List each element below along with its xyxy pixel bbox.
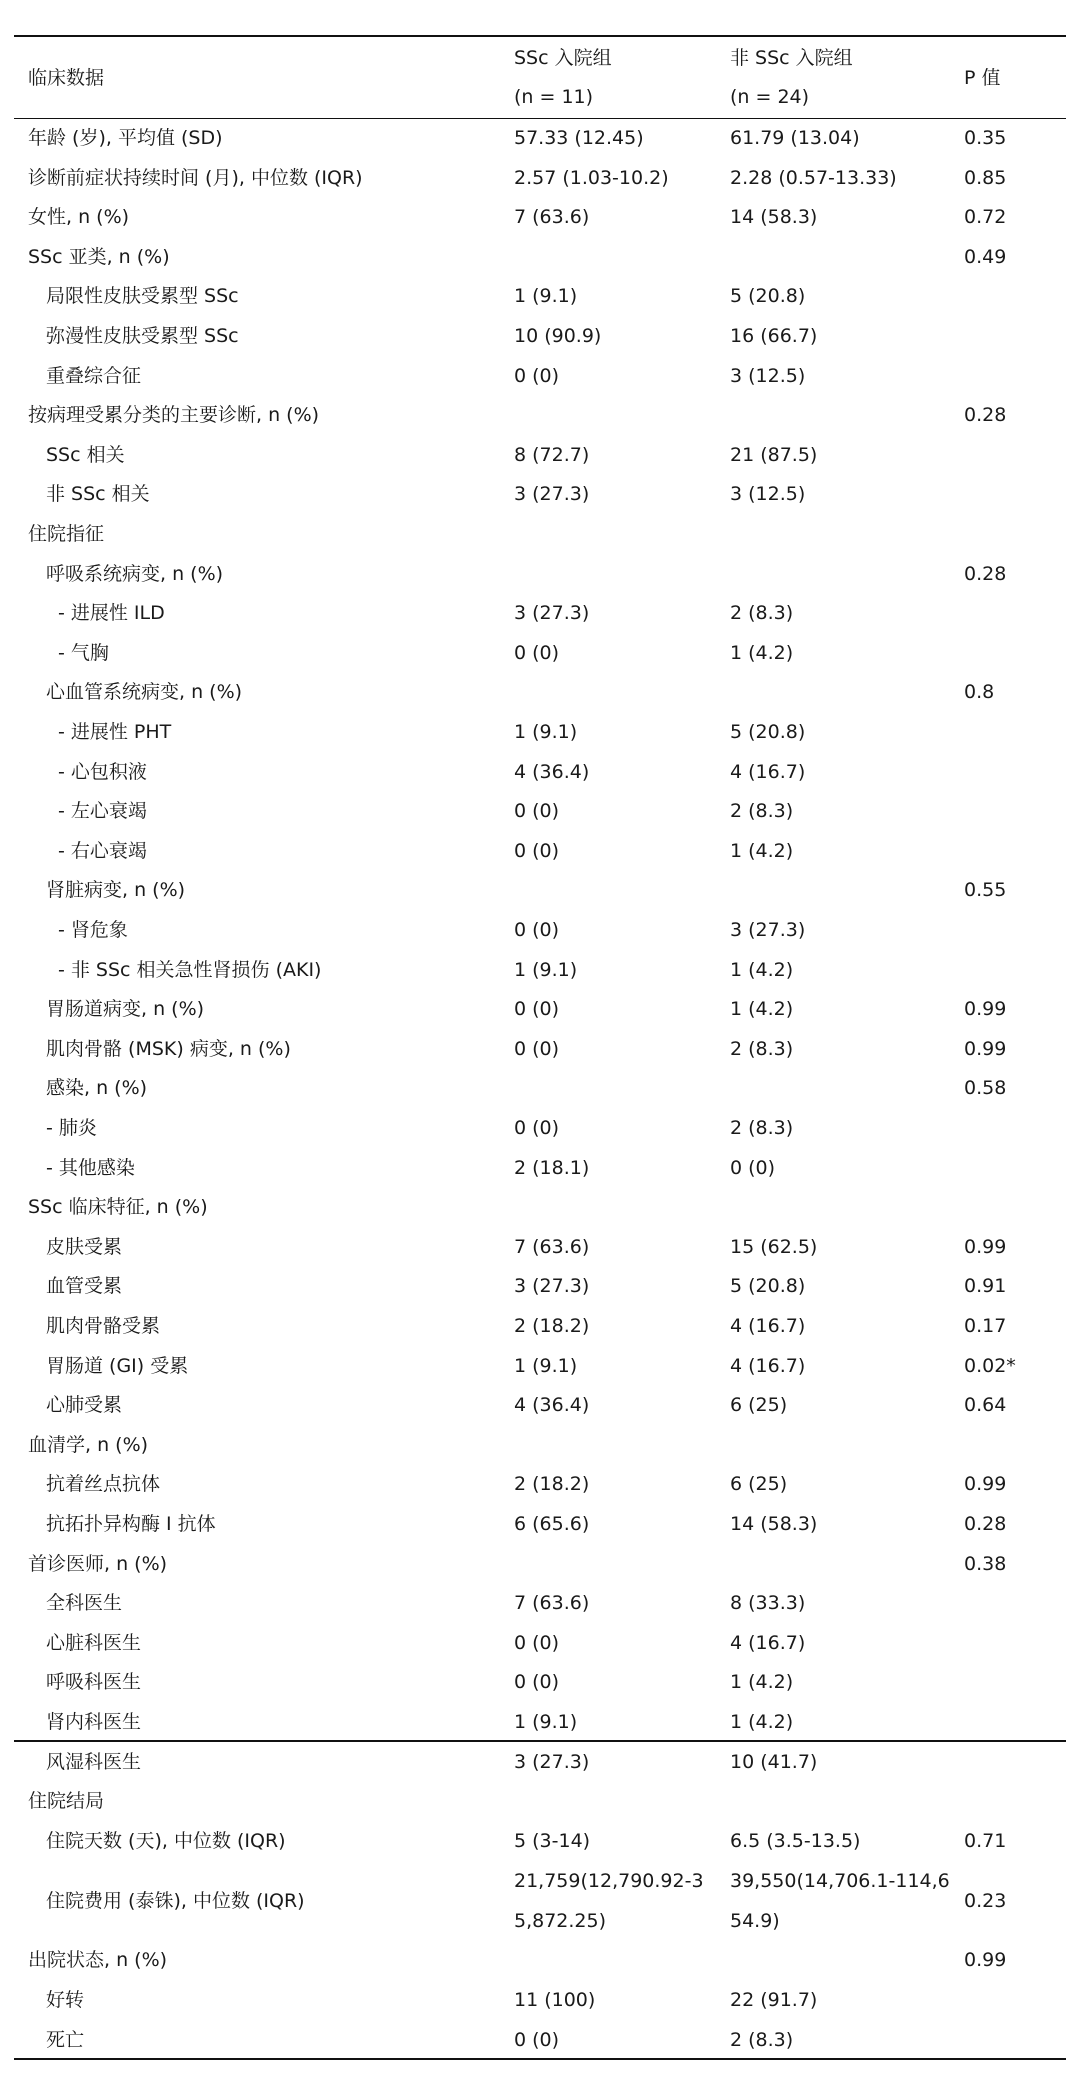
table-row xyxy=(0,673,1080,712)
non-ssc-group-value: 2 (8.3) xyxy=(730,800,794,822)
row-label: 首诊医师, n (%) xyxy=(28,1553,168,1575)
ssc-group-value: 3 (27.3) xyxy=(514,1275,590,1297)
row-label: 肌肉骨骼 (MSK) 病变, n (%) xyxy=(46,1038,291,1060)
table-row xyxy=(0,396,1080,435)
table-row xyxy=(0,832,1080,871)
row-label: 心脏科医生 xyxy=(46,1632,142,1654)
row-label: 女性, n (%) xyxy=(28,206,130,228)
table-row xyxy=(0,277,1080,316)
table-row xyxy=(0,198,1080,237)
non-ssc-group-value: 3 (12.5) xyxy=(730,365,806,387)
p-value: 0.35 xyxy=(964,127,1007,149)
ssc-group-value: 1 (9.1) xyxy=(514,1355,578,1377)
table-row xyxy=(0,1426,1080,1465)
row-label: - 气胸 xyxy=(58,642,109,664)
row-label: 住院指征 xyxy=(28,523,105,545)
non-ssc-group-value: 1 (4.2) xyxy=(730,840,794,862)
ssc-group-value: 4 (36.4) xyxy=(514,761,590,783)
ssc-group-value: 7 (63.6) xyxy=(514,1592,590,1614)
row-label: 按病理受累分类的主要诊断, n (%) xyxy=(28,404,320,426)
table-row xyxy=(0,515,1080,554)
non-ssc-group-value: 1 (4.2) xyxy=(730,998,794,1020)
ssc-group-value: 0 (0) xyxy=(514,1671,560,1693)
ssc-group-value: 8 (72.7) xyxy=(514,444,590,466)
table-row xyxy=(0,357,1080,396)
non-ssc-group-value: 2.28 (0.57-13.33) xyxy=(730,167,897,189)
header-group2-n: (n = 24) xyxy=(730,86,810,108)
p-value: 0.85 xyxy=(964,167,1007,189)
p-value: 0.99 xyxy=(964,998,1007,1020)
header-group1-n: (n = 11) xyxy=(514,86,594,108)
non-ssc-group-value: 5 (20.8) xyxy=(730,721,806,743)
ssc-group-value: 3 (27.3) xyxy=(514,1751,590,1773)
ssc-group-value: 57.33 (12.45) xyxy=(514,127,644,149)
table-header xyxy=(0,38,1080,118)
table-row xyxy=(0,436,1080,475)
row-label: SSc 亚类, n (%) xyxy=(28,246,170,268)
ssc-group-value: 3 (27.3) xyxy=(514,483,590,505)
table-row xyxy=(0,1505,1080,1544)
table-row xyxy=(0,1386,1080,1425)
row-label: 弥漫性皮肤受累型 SSc xyxy=(46,325,239,347)
table-row xyxy=(0,1267,1080,1306)
ssc-group-value: 0 (0) xyxy=(514,642,560,664)
p-value: 0.49 xyxy=(964,246,1007,268)
table-row xyxy=(0,1624,1080,1663)
table-row xyxy=(0,555,1080,594)
table-row xyxy=(0,1347,1080,1386)
non-ssc-group-value: 16 (66.7) xyxy=(730,325,818,347)
row-label: 呼吸系统病变, n (%) xyxy=(46,563,224,585)
table-row xyxy=(0,1228,1080,1267)
p-value: 0.99 xyxy=(964,1236,1007,1258)
table-row xyxy=(0,317,1080,356)
table-row xyxy=(0,594,1080,633)
row-label: 出院状态, n (%) xyxy=(28,1949,168,1971)
table-row xyxy=(0,951,1080,990)
table-row xyxy=(0,1861,1080,1941)
row-label: 死亡 xyxy=(46,2029,85,2051)
non-ssc-group-value: 3 (12.5) xyxy=(730,483,806,505)
ssc-group-value: 0 (0) xyxy=(514,1038,560,1060)
p-value: 0.99 xyxy=(964,1473,1007,1495)
row-label: 好转 xyxy=(46,1989,85,2011)
non-ssc-group-value: 2 (8.3) xyxy=(730,602,794,624)
non-ssc-group-value: 0 (0) xyxy=(730,1157,776,1179)
table-row xyxy=(0,1465,1080,1504)
ssc-group-value: 1 (9.1) xyxy=(514,285,578,307)
non-ssc-group-value: 6 (25) xyxy=(730,1394,788,1416)
value-line: 5,872.25) xyxy=(514,1910,607,1932)
non-ssc-group-value: 21 (87.5) xyxy=(730,444,818,466)
table-row xyxy=(0,1030,1080,1069)
row-label: - 其他感染 xyxy=(46,1157,135,1179)
non-ssc-group-value: 1 (4.2) xyxy=(730,959,794,981)
table-row xyxy=(0,1069,1080,1108)
table-row xyxy=(0,911,1080,950)
p-value: 0.72 xyxy=(964,206,1007,228)
row-label: 血清学, n (%) xyxy=(28,1434,149,1456)
ssc-group-value: 10 (90.9) xyxy=(514,325,602,347)
non-ssc-group-value xyxy=(730,1861,950,1941)
row-label: 胃肠道 (GI) 受累 xyxy=(46,1355,189,1377)
value-line: 54.9) xyxy=(730,1910,780,1932)
row-label: - 进展性 ILD xyxy=(58,602,165,624)
table-row xyxy=(0,1584,1080,1623)
row-label: 重叠综合征 xyxy=(46,365,142,387)
table-row xyxy=(0,159,1080,198)
table-bottom-rule xyxy=(14,2058,1066,2060)
table-row xyxy=(0,1545,1080,1584)
row-label: 肌肉骨骼受累 xyxy=(46,1315,161,1337)
table-row xyxy=(0,1149,1080,1188)
row-label: - 左心衰竭 xyxy=(58,800,147,822)
row-label: 肾内科医生 xyxy=(46,1711,142,1733)
ssc-group-value: 7 (63.6) xyxy=(514,1236,590,1258)
header-p-value: P 值 xyxy=(964,67,1001,89)
row-label: SSc 临床特征, n (%) xyxy=(28,1196,208,1218)
ssc-group-value: 0 (0) xyxy=(514,1117,560,1139)
value-line: 39,550(14,706.1-114,6 xyxy=(730,1870,950,1892)
p-value: 0.8 xyxy=(964,681,995,703)
row-label: 非 SSc 相关 xyxy=(46,483,150,505)
p-value: 0.28 xyxy=(964,404,1007,426)
table-row xyxy=(0,1703,1080,1742)
ssc-group-value: 2 (18.2) xyxy=(514,1315,590,1337)
table-row xyxy=(0,1109,1080,1148)
non-ssc-group-value: 6.5 (3.5-13.5) xyxy=(730,1830,861,1852)
row-label: 呼吸科医生 xyxy=(46,1671,142,1693)
table-row xyxy=(0,2021,1080,2060)
p-value: 0.71 xyxy=(964,1830,1007,1852)
ssc-group-value: 1 (9.1) xyxy=(514,721,578,743)
row-label: - 心包积液 xyxy=(58,761,147,783)
table-row xyxy=(0,1822,1080,1861)
p-value: 0.28 xyxy=(964,1513,1007,1535)
non-ssc-group-value: 1 (4.2) xyxy=(730,1711,794,1733)
non-ssc-group-value: 22 (91.7) xyxy=(730,1989,818,2011)
page-break-rule xyxy=(14,1740,1066,1742)
ssc-group-value: 0 (0) xyxy=(514,998,560,1020)
non-ssc-group-value: 4 (16.7) xyxy=(730,761,806,783)
non-ssc-group-value: 2 (8.3) xyxy=(730,1038,794,1060)
ssc-group-value: 1 (9.1) xyxy=(514,1711,578,1733)
p-value: 0.55 xyxy=(964,879,1007,901)
ssc-group-value: 2.57 (1.03-10.2) xyxy=(514,167,669,189)
ssc-group-value: 0 (0) xyxy=(514,919,560,941)
non-ssc-group-value: 4 (16.7) xyxy=(730,1632,806,1654)
non-ssc-group-value: 15 (62.5) xyxy=(730,1236,818,1258)
table-row xyxy=(0,475,1080,514)
table-row xyxy=(0,1981,1080,2020)
table-row xyxy=(0,1743,1080,1782)
non-ssc-group-value: 6 (25) xyxy=(730,1473,788,1495)
ssc-group-value: 4 (36.4) xyxy=(514,1394,590,1416)
table-row xyxy=(0,713,1080,752)
ssc-group-value: 0 (0) xyxy=(514,2029,560,2051)
non-ssc-group-value: 4 (16.7) xyxy=(730,1355,806,1377)
non-ssc-group-value: 14 (58.3) xyxy=(730,206,818,228)
row-label: 年龄 (岁), 平均值 (SD) xyxy=(28,127,223,149)
table-row xyxy=(0,634,1080,673)
table-row xyxy=(0,1663,1080,1702)
row-label: 住院天数 (天), 中位数 (IQR) xyxy=(46,1830,286,1852)
non-ssc-group-value: 4 (16.7) xyxy=(730,1315,806,1337)
table-row xyxy=(0,990,1080,1029)
p-value: 0.02* xyxy=(964,1355,1016,1377)
table-row xyxy=(0,792,1080,831)
value-line: 21,759(12,790.92-3 xyxy=(514,1870,704,1892)
row-label: 住院费用 (泰铢), 中位数 (IQR) xyxy=(46,1890,305,1912)
ssc-group-value xyxy=(514,1861,704,1941)
row-label: 诊断前症状持续时间 (月), 中位数 (IQR) xyxy=(28,167,363,189)
non-ssc-group-value: 61.79 (13.04) xyxy=(730,127,860,149)
row-label: - 肾危象 xyxy=(58,919,128,941)
ssc-group-value: 1 (9.1) xyxy=(514,959,578,981)
table-row xyxy=(0,1188,1080,1227)
non-ssc-group-value: 5 (20.8) xyxy=(730,285,806,307)
row-label: 抗着丝点抗体 xyxy=(46,1473,161,1495)
non-ssc-group-value: 3 (27.3) xyxy=(730,919,806,941)
p-value: 0.38 xyxy=(964,1553,1007,1575)
p-value: 0.91 xyxy=(964,1275,1007,1297)
non-ssc-group-value: 2 (8.3) xyxy=(730,2029,794,2051)
non-ssc-group-value: 8 (33.3) xyxy=(730,1592,806,1614)
row-label: - 肺炎 xyxy=(46,1117,97,1139)
row-label: 抗拓扑异构酶 I 抗体 xyxy=(46,1513,216,1535)
row-label: 肾脏病变, n (%) xyxy=(46,879,186,901)
p-value: 0.17 xyxy=(964,1315,1007,1337)
row-label: 血管受累 xyxy=(46,1275,123,1297)
non-ssc-group-value: 5 (20.8) xyxy=(730,1275,806,1297)
table-row xyxy=(0,1941,1080,1980)
non-ssc-group-value: 1 (4.2) xyxy=(730,1671,794,1693)
header-group1-name: SSc 入院组 xyxy=(514,47,612,69)
ssc-group-value: 5 (3-14) xyxy=(514,1830,591,1852)
row-label: 感染, n (%) xyxy=(46,1077,148,1099)
row-label: 心血管系统病变, n (%) xyxy=(46,681,243,703)
table-row xyxy=(0,238,1080,277)
row-label: 心肺受累 xyxy=(46,1394,123,1416)
ssc-group-value: 7 (63.6) xyxy=(514,206,590,228)
ssc-group-value: 2 (18.1) xyxy=(514,1157,590,1179)
p-value: 0.99 xyxy=(964,1949,1007,1971)
row-label: 局限性皮肤受累型 SSc xyxy=(46,285,239,307)
p-value: 0.64 xyxy=(964,1394,1007,1416)
row-label: - 右心衰竭 xyxy=(58,840,147,862)
table-row xyxy=(0,1782,1080,1821)
table-top-rule xyxy=(14,35,1066,37)
non-ssc-group-value: 1 (4.2) xyxy=(730,642,794,664)
p-value: 0.23 xyxy=(964,1890,1007,1912)
p-value: 0.99 xyxy=(964,1038,1007,1060)
row-label: 皮肤受累 xyxy=(46,1236,123,1258)
row-label: 胃肠道病变, n (%) xyxy=(46,998,205,1020)
p-value: 0.28 xyxy=(964,563,1007,585)
header-group2-name: 非 SSc 入院组 xyxy=(730,47,853,69)
table-row xyxy=(0,1307,1080,1346)
ssc-group-value: 0 (0) xyxy=(514,800,560,822)
ssc-group-value: 0 (0) xyxy=(514,365,560,387)
ssc-group-value: 0 (0) xyxy=(514,840,560,862)
ssc-group-value: 3 (27.3) xyxy=(514,602,590,624)
ssc-group-value: 0 (0) xyxy=(514,1632,560,1654)
row-label: - 非 SSc 相关急性肾损伤 (AKI) xyxy=(58,959,322,981)
row-label: SSc 相关 xyxy=(46,444,125,466)
row-label: 全科医生 xyxy=(46,1592,123,1614)
header-label: 临床数据 xyxy=(28,67,105,89)
non-ssc-group-value: 2 (8.3) xyxy=(730,1117,794,1139)
table-row xyxy=(0,753,1080,792)
row-label: - 进展性 PHT xyxy=(58,721,172,743)
non-ssc-group-value: 14 (58.3) xyxy=(730,1513,818,1535)
ssc-group-value: 6 (65.6) xyxy=(514,1513,590,1535)
p-value: 0.58 xyxy=(964,1077,1007,1099)
table-row xyxy=(0,119,1080,158)
ssc-group-value: 2 (18.2) xyxy=(514,1473,590,1495)
table-row xyxy=(0,871,1080,910)
non-ssc-group-value: 10 (41.7) xyxy=(730,1751,818,1773)
row-label: 住院结局 xyxy=(28,1790,105,1812)
ssc-group-value: 11 (100) xyxy=(514,1989,596,2011)
row-label: 风湿科医生 xyxy=(46,1751,142,1773)
